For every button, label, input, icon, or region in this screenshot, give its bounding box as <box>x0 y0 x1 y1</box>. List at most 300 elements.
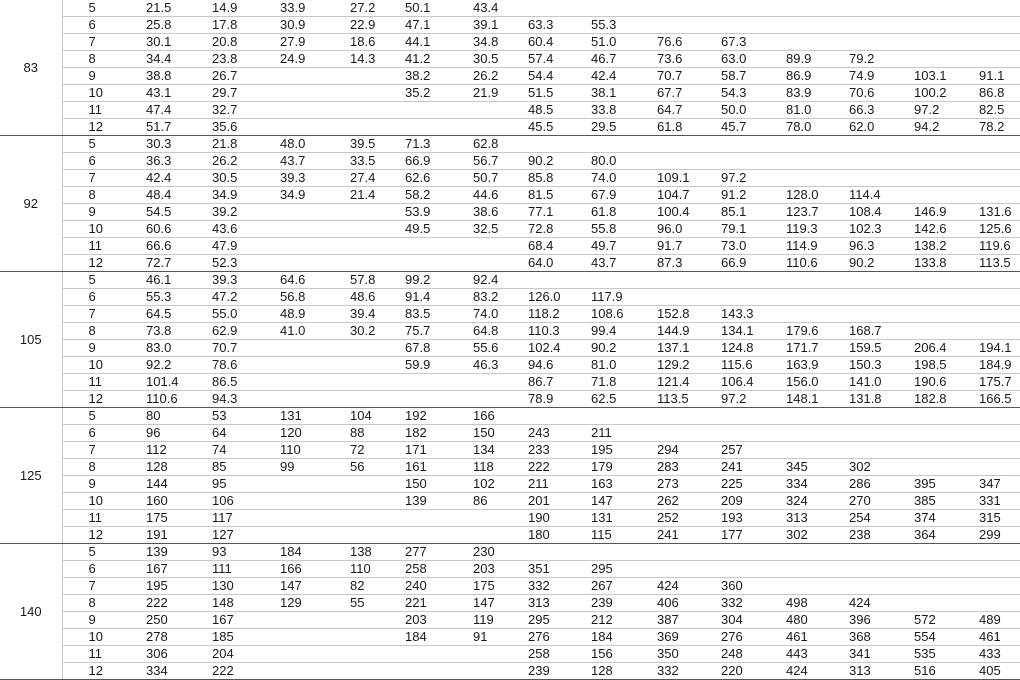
table-cell: 283 <box>651 459 715 476</box>
table-cell: 39.3 <box>274 170 344 187</box>
table-cell: 138 <box>344 544 399 561</box>
table-cell: 100.2 <box>908 85 973 102</box>
table-cell <box>274 527 344 544</box>
table-cell: 43.7 <box>585 255 651 272</box>
table-cell: 60.4 <box>522 34 585 51</box>
table-cell: 258 <box>522 646 585 663</box>
table-cell: 27.2 <box>344 0 399 17</box>
table-cell: 54.5 <box>140 204 206 221</box>
table-cell <box>274 476 344 493</box>
table-cell: 124.8 <box>715 340 780 357</box>
row-label: 5 <box>62 136 140 153</box>
table-cell: 51.5 <box>522 85 585 102</box>
table-cell: 70.7 <box>206 340 274 357</box>
table-cell: 99.4 <box>585 323 651 340</box>
table-cell: 273 <box>651 476 715 493</box>
row-label: 10 <box>62 357 140 374</box>
table-cell: 313 <box>522 595 585 612</box>
table-cell: 75.7 <box>399 323 467 340</box>
group-label: 125 <box>0 408 62 544</box>
table-cell: 148 <box>206 595 274 612</box>
table-cell <box>399 119 467 136</box>
table-cell: 182.8 <box>908 391 973 408</box>
table-cell: 73.8 <box>140 323 206 340</box>
table-cell: 306 <box>140 646 206 663</box>
table-cell <box>973 17 1020 34</box>
table-cell <box>780 561 843 578</box>
table-cell <box>973 561 1020 578</box>
table-cell: 167 <box>206 612 274 629</box>
table-cell: 144.9 <box>651 323 715 340</box>
table-row <box>0 459 1020 476</box>
table-cell <box>467 391 522 408</box>
row-label: 7 <box>62 578 140 595</box>
table-row <box>0 102 1020 119</box>
table-cell: 112 <box>140 442 206 459</box>
table-cell: 341 <box>843 646 908 663</box>
table-cell: 21.9 <box>467 85 522 102</box>
table-row <box>0 204 1020 221</box>
table-cell: 252 <box>651 510 715 527</box>
table-cell: 38.1 <box>585 85 651 102</box>
table-cell: 39.3 <box>206 272 274 289</box>
table-row <box>0 595 1020 612</box>
table-cell: 106 <box>206 493 274 510</box>
table-cell <box>843 578 908 595</box>
table-cell: 110 <box>274 442 344 459</box>
table-cell: 47.9 <box>206 238 274 255</box>
table-cell: 254 <box>843 510 908 527</box>
table-cell: 171.7 <box>780 340 843 357</box>
table-cell: 108.4 <box>843 204 908 221</box>
group-label: 105 <box>0 272 62 408</box>
table-cell: 461 <box>973 629 1020 646</box>
row-label: 11 <box>62 374 140 391</box>
table-cell: 47.2 <box>206 289 274 306</box>
table-cell <box>843 17 908 34</box>
table-cell: 64.8 <box>467 323 522 340</box>
table-cell <box>344 204 399 221</box>
table-cell: 96.3 <box>843 238 908 255</box>
table-cell: 42.4 <box>585 68 651 85</box>
table-cell: 54.3 <box>715 85 780 102</box>
table-cell: 144 <box>140 476 206 493</box>
table-cell: 39.2 <box>206 204 274 221</box>
table-cell <box>908 425 973 442</box>
table-cell: 100.4 <box>651 204 715 221</box>
table-cell: 233 <box>522 442 585 459</box>
table-cell: 117.9 <box>585 289 651 306</box>
table-cell: 36.3 <box>140 153 206 170</box>
table-cell <box>780 170 843 187</box>
table-cell: 190.6 <box>908 374 973 391</box>
table-cell <box>274 102 344 119</box>
table-cell: 192 <box>399 408 467 425</box>
table-cell: 74.9 <box>843 68 908 85</box>
row-label: 11 <box>62 102 140 119</box>
table-cell: 41.0 <box>274 323 344 340</box>
row-label: 9 <box>62 340 140 357</box>
table-cell: 184 <box>585 629 651 646</box>
table-row <box>0 323 1020 340</box>
table-cell: 108.6 <box>585 306 651 323</box>
table-cell: 22.9 <box>344 17 399 34</box>
table-cell <box>344 646 399 663</box>
table-cell: 111 <box>206 561 274 578</box>
table-cell: 25.8 <box>140 17 206 34</box>
table-cell: 97.2 <box>908 102 973 119</box>
table-cell: 56.8 <box>274 289 344 306</box>
table-cell <box>908 51 973 68</box>
table-cell: 86.8 <box>973 85 1020 102</box>
table-cell <box>344 612 399 629</box>
row-label: 5 <box>62 272 140 289</box>
table-cell <box>344 493 399 510</box>
table-cell: 150 <box>467 425 522 442</box>
table-cell: 115 <box>585 527 651 544</box>
table-cell: 90.2 <box>843 255 908 272</box>
table-cell: 96.0 <box>651 221 715 238</box>
table-cell <box>399 255 467 272</box>
table-cell: 79.2 <box>843 51 908 68</box>
table-row <box>0 170 1020 187</box>
table-row <box>0 544 1020 561</box>
table-cell: 55.6 <box>467 340 522 357</box>
table-row <box>0 629 1020 646</box>
table-cell: 324 <box>780 493 843 510</box>
table-cell <box>780 34 843 51</box>
table-cell: 184.9 <box>973 357 1020 374</box>
table-cell: 87.3 <box>651 255 715 272</box>
table-cell: 243 <box>522 425 585 442</box>
table-cell: 41.2 <box>399 51 467 68</box>
table-cell <box>344 68 399 85</box>
table-cell: 43.4 <box>467 0 522 17</box>
table-cell: 64 <box>206 425 274 442</box>
table-cell <box>973 136 1020 153</box>
table-cell <box>843 289 908 306</box>
table-cell <box>843 272 908 289</box>
table-cell: 104.7 <box>651 187 715 204</box>
table-cell <box>843 544 908 561</box>
table-cell: 57.8 <box>344 272 399 289</box>
table-cell: 67.9 <box>585 187 651 204</box>
table-cell: 139 <box>399 493 467 510</box>
table-cell: 334 <box>780 476 843 493</box>
table-cell: 102.3 <box>843 221 908 238</box>
table-cell: 27.9 <box>274 34 344 51</box>
row-label: 8 <box>62 187 140 204</box>
table-cell: 222 <box>206 663 274 680</box>
table-cell <box>651 544 715 561</box>
table-cell: 86 <box>467 493 522 510</box>
table-cell: 185 <box>206 629 274 646</box>
table-cell <box>908 170 973 187</box>
table-cell: 70.7 <box>651 68 715 85</box>
table-row <box>0 85 1020 102</box>
table-cell: 239 <box>585 595 651 612</box>
table-cell <box>399 102 467 119</box>
table-cell: 238 <box>843 527 908 544</box>
table-cell <box>780 136 843 153</box>
table-cell: 113.5 <box>973 255 1020 272</box>
table-cell: 554 <box>908 629 973 646</box>
table-cell <box>467 374 522 391</box>
table-cell: 62.0 <box>843 119 908 136</box>
table-cell <box>274 340 344 357</box>
table-cell: 262 <box>651 493 715 510</box>
table-cell: 43.7 <box>274 153 344 170</box>
table-cell: 406 <box>651 595 715 612</box>
table-cell: 72 <box>344 442 399 459</box>
table-cell: 14.3 <box>344 51 399 68</box>
table-cell: 201 <box>522 493 585 510</box>
table-cell: 48.4 <box>140 187 206 204</box>
table-cell: 45.7 <box>715 119 780 136</box>
table-cell <box>973 595 1020 612</box>
table-cell <box>274 119 344 136</box>
table-cell: 241 <box>651 527 715 544</box>
table-cell: 130 <box>206 578 274 595</box>
table-cell: 295 <box>585 561 651 578</box>
table-cell: 572 <box>908 612 973 629</box>
table-cell: 82 <box>344 578 399 595</box>
table-cell: 121.4 <box>651 374 715 391</box>
table-cell: 45.5 <box>522 119 585 136</box>
table-cell: 123.7 <box>780 204 843 221</box>
table-cell: 277 <box>399 544 467 561</box>
table-row <box>0 17 1020 34</box>
table-cell: 134 <box>467 442 522 459</box>
table-cell: 48.9 <box>274 306 344 323</box>
table-cell: 119 <box>467 612 522 629</box>
table-cell: 302 <box>843 459 908 476</box>
table-cell: 146.9 <box>908 204 973 221</box>
table-cell: 62.6 <box>399 170 467 187</box>
table-cell: 64.0 <box>522 255 585 272</box>
table-cell: 33.5 <box>344 153 399 170</box>
table-cell: 304 <box>715 612 780 629</box>
table-cell: 78.0 <box>780 119 843 136</box>
table-cell: 405 <box>973 663 1020 680</box>
table-cell: 90.2 <box>522 153 585 170</box>
table-cell: 163.9 <box>780 357 843 374</box>
table-row <box>0 255 1020 272</box>
table-cell: 222 <box>522 459 585 476</box>
table-cell <box>973 187 1020 204</box>
table-cell: 67.3 <box>715 34 780 51</box>
table-cell: 95 <box>206 476 274 493</box>
table-cell: 139 <box>140 544 206 561</box>
row-label: 5 <box>62 0 140 17</box>
table-cell: 70.6 <box>843 85 908 102</box>
table-cell: 332 <box>715 595 780 612</box>
table-cell: 166.5 <box>973 391 1020 408</box>
table-cell: 29.7 <box>206 85 274 102</box>
table-cell <box>973 272 1020 289</box>
table-row <box>0 408 1020 425</box>
table-cell: 21.4 <box>344 187 399 204</box>
table-row <box>0 221 1020 238</box>
table-row <box>0 51 1020 68</box>
table-cell: 38.8 <box>140 68 206 85</box>
table-cell <box>274 238 344 255</box>
table-cell: 39.4 <box>344 306 399 323</box>
table-cell: 302 <box>780 527 843 544</box>
table-cell: 115.6 <box>715 357 780 374</box>
table-cell <box>274 391 344 408</box>
table-cell <box>908 459 973 476</box>
table-row <box>0 357 1020 374</box>
table-cell: 52.3 <box>206 255 274 272</box>
table-cell: 119.6 <box>973 238 1020 255</box>
table-cell: 191 <box>140 527 206 544</box>
table-cell <box>780 408 843 425</box>
table-cell: 56.7 <box>467 153 522 170</box>
table-cell: 480 <box>780 612 843 629</box>
table-cell: 150 <box>399 476 467 493</box>
table-cell: 68.4 <box>522 238 585 255</box>
row-label: 6 <box>62 425 140 442</box>
table-cell: 230 <box>467 544 522 561</box>
table-cell: 55.3 <box>585 17 651 34</box>
table-cell: 97.2 <box>715 391 780 408</box>
row-label: 6 <box>62 561 140 578</box>
table-cell <box>344 85 399 102</box>
table-cell <box>780 544 843 561</box>
row-label: 9 <box>62 612 140 629</box>
table-cell <box>715 289 780 306</box>
table-cell: 395 <box>908 476 973 493</box>
row-label: 5 <box>62 408 140 425</box>
table-cell: 86.9 <box>780 68 843 85</box>
table-cell: 190 <box>522 510 585 527</box>
table-cell: 94.6 <box>522 357 585 374</box>
table-cell: 50.1 <box>399 0 467 17</box>
table-cell: 461 <box>780 629 843 646</box>
table-cell <box>651 425 715 442</box>
table-cell: 163 <box>585 476 651 493</box>
table-cell: 148.1 <box>780 391 843 408</box>
table-cell <box>843 153 908 170</box>
table-cell: 32.5 <box>467 221 522 238</box>
table-cell: 331 <box>973 493 1020 510</box>
table-cell <box>344 340 399 357</box>
table-cell: 34.9 <box>274 187 344 204</box>
table-cell: 211 <box>585 425 651 442</box>
row-label: 9 <box>62 204 140 221</box>
row-label: 7 <box>62 306 140 323</box>
table-cell: 51.7 <box>140 119 206 136</box>
table-cell: 20.8 <box>206 34 274 51</box>
table-cell <box>399 663 467 680</box>
table-cell <box>344 119 399 136</box>
table-cell: 364 <box>908 527 973 544</box>
table-cell: 220 <box>715 663 780 680</box>
row-label: 8 <box>62 595 140 612</box>
table-cell: 182 <box>399 425 467 442</box>
table-cell <box>843 442 908 459</box>
table-cell: 248 <box>715 646 780 663</box>
table-cell: 58.7 <box>715 68 780 85</box>
table-cell <box>651 289 715 306</box>
table-cell: 102.4 <box>522 340 585 357</box>
table-cell <box>344 527 399 544</box>
table-cell: 24.9 <box>274 51 344 68</box>
table-cell: 72.8 <box>522 221 585 238</box>
table-cell: 30.9 <box>274 17 344 34</box>
table-cell <box>585 272 651 289</box>
table-cell: 250 <box>140 612 206 629</box>
table-cell <box>843 306 908 323</box>
table-cell: 221 <box>399 595 467 612</box>
table-cell: 55 <box>344 595 399 612</box>
table-cell <box>908 323 973 340</box>
row-label: 12 <box>62 119 140 136</box>
table-cell: 56 <box>344 459 399 476</box>
table-cell: 33.9 <box>274 0 344 17</box>
table-row <box>0 646 1020 663</box>
table-cell <box>973 170 1020 187</box>
table-cell: 17.8 <box>206 17 274 34</box>
table-cell: 113.5 <box>651 391 715 408</box>
table-cell: 94.3 <box>206 391 274 408</box>
table-cell: 64.5 <box>140 306 206 323</box>
table-cell: 160 <box>140 493 206 510</box>
table-cell: 424 <box>843 595 908 612</box>
table-cell: 62.8 <box>467 136 522 153</box>
table-cell: 167 <box>140 561 206 578</box>
row-label: 11 <box>62 646 140 663</box>
table-cell: 99 <box>274 459 344 476</box>
table-cell: 128.0 <box>780 187 843 204</box>
row-label: 10 <box>62 85 140 102</box>
table-cell <box>973 459 1020 476</box>
table-cell: 92.4 <box>467 272 522 289</box>
table-cell <box>908 561 973 578</box>
table-cell: 334 <box>140 663 206 680</box>
table-cell <box>274 255 344 272</box>
table-cell: 81.0 <box>585 357 651 374</box>
table-cell: 47.1 <box>399 17 467 34</box>
table-cell: 26.2 <box>467 68 522 85</box>
table-cell: 30.5 <box>206 170 274 187</box>
table-cell: 78.9 <box>522 391 585 408</box>
table-cell: 76.6 <box>651 34 715 51</box>
table-cell: 62.9 <box>206 323 274 340</box>
table-cell: 83.5 <box>399 306 467 323</box>
table-cell <box>843 0 908 17</box>
table-cell: 63.0 <box>715 51 780 68</box>
table-cell: 99.2 <box>399 272 467 289</box>
table-cell: 374 <box>908 510 973 527</box>
row-label: 8 <box>62 323 140 340</box>
table-cell <box>344 221 399 238</box>
table-cell: 66.6 <box>140 238 206 255</box>
table-row <box>0 578 1020 595</box>
table-cell: 313 <box>843 663 908 680</box>
table-cell: 21.5 <box>140 0 206 17</box>
table-cell <box>973 578 1020 595</box>
table-cell: 97.2 <box>715 170 780 187</box>
table-cell <box>908 34 973 51</box>
table-cell: 66.9 <box>399 153 467 170</box>
table-cell: 118 <box>467 459 522 476</box>
table-cell: 257 <box>715 442 780 459</box>
table-cell: 34.8 <box>467 34 522 51</box>
table-cell <box>715 544 780 561</box>
table-cell: 77.1 <box>522 204 585 221</box>
